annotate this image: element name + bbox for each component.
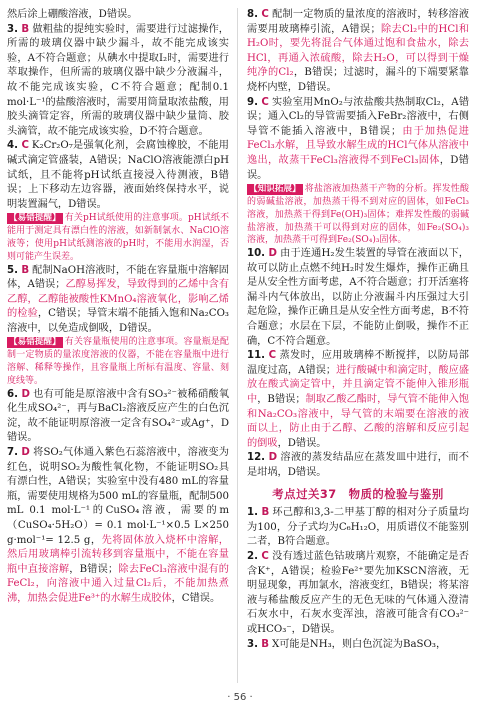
left-column (7, 8, 229, 607)
tip-box (247, 183, 469, 247)
answer-text (7, 8, 229, 23)
column-divider (237, 8, 238, 683)
answer-item (7, 388, 229, 446)
question-number: 3. (247, 638, 258, 650)
answer-letter: C (261, 550, 269, 562)
explanation-text: ，D错误。 (277, 437, 327, 449)
explanation-text: 也有可能是原溶液中含有SO₃²⁻被稀硝酸氧化生成SO₄²⁻，再与BaCl₂溶液反应产生的白色沉淀，故不能证明原溶液一定含有SO₄²⁻或Ag⁺，D错误。 (7, 388, 230, 444)
section-title: 考点过关37 物质的检验与鉴别 (272, 486, 444, 501)
explanation-text: X可能是NH₃，则白色沉淀为BaSO₃， (271, 638, 447, 650)
highlighted-text: 除去Cl₂中的HCl和H₂O时，要先将混合气体通过饱和食盐水，除去HCl，再通入浓硫酸，除去H₂O，可以得到干燥纯净的Cl₂ (247, 23, 470, 79)
question-number: 1. (247, 507, 258, 519)
explanation-text: 环己醇和3,3-二甲基丁醇的相对分子质量均为100，分子式均为C₆H₁₂O，用质谱仪不能鉴别二者，B符合题意。 (247, 507, 469, 548)
question-number: 9. (247, 96, 258, 108)
explanation-text: 然后涂上硼酸溶液，D错误。 (7, 9, 138, 20)
answer-letter: D (268, 248, 277, 260)
answer-item (247, 638, 469, 653)
tip-text: 将盐溶液加热蒸干产物的分析。挥发性酸的弱碱盐溶液，加热蒸干得不到对应的固体，如FeCl₃溶液，加热蒸干得到Fe(OH)₃固体；难挥发性酸的弱碱盐溶液，加热蒸干可以得到对应的固体，如Fe₂(SO₄)₃溶液，加热蒸干可得到Fe₂(SO₄)₃固体。 (247, 184, 469, 246)
answer-item (247, 506, 469, 550)
explanation-text: ，B错误； (69, 563, 119, 575)
question-number: 11. (247, 350, 266, 362)
question-number: 10. (247, 248, 266, 260)
tip-tag: 【易错提醒】 (9, 337, 61, 348)
explanation-text: 配制NaOH溶液时，不能在容量瓶中溶解固体，A错误； (7, 264, 229, 291)
explanation-text: 将SO₂气体通入紫色石蕊溶液中，溶液变为红色，说明SO₂为酸性氧化物，不能证明SO₂具有漂白性，A错误；实验室中没有480 mL的容量瓶，需要使用规格为500 mL的容量瓶，配制500 mL 0.1 mol·L⁻¹的CuSO₄溶液，需要的m（CuSO₄·5H₂O）= 0.1 mol·L⁻¹×0.5 L×250 g·mol⁻¹= 12.5 g， (7, 447, 229, 546)
answer-item (7, 139, 229, 212)
explanation-text: 实验室用MnO₂与浓盐酸共热制取Cl₂，A错误；通入Cl₂的导管需要插入FeBr₂溶液中，右侧导管不能插入溶液中，B错误； (247, 96, 470, 137)
question-number: 5. (7, 264, 18, 276)
tip-text: 有关容量瓶使用的注意事项。容量瓶是配制一定物质的量浓度溶液的仪器，不能在容量瓶中进行溶解、稀释等操作，且容量瓶上所标有温度、容量、刻度线等。 (7, 337, 229, 386)
question-number: 6. (7, 388, 18, 400)
explanation-text: 没有透过蓝色钴玻璃片观察，不能确定是否含K⁺，A错误；检验Fe²⁺要先加KSCN溶液，无明显现象，再加氯水，溶液变红，B错误；将某溶液与稀盐酸反应产生的无色无味的气体通入澄清石灰水中，石灰水变浑浊，溶液可能含有CO₃²⁻或HCO₃⁻，D错误。 (247, 550, 469, 635)
answer-letter: C (261, 9, 269, 20)
explanation-text: K₂Cr₂O₇是强氧化剂，会腐蚀橡胶，不能用碱式滴定管盛装，A错误；NaClO溶液能漂白pH试纸，且不能将pH试纸直接浸入待测液，B错误；上下移动左边容器，液面始终保持水平，说明装置漏气，D错误。 (7, 140, 229, 210)
tip-box (7, 212, 229, 263)
tip-tag: 【易错提醒】 (9, 213, 61, 224)
answer-letter: C (268, 350, 277, 362)
explanation-text: ，D错误。 (247, 154, 469, 181)
answer-letter: B (261, 507, 270, 519)
explanation-text: 由于连通H₂发生装置的导管在液面以下，故可以防止点燃不纯H₂时发生爆炸，操作正确且是从安全性方面考虑，A不符合题意；打开活塞将漏斗内气体放出，以防止分液漏斗内压强过大引起危险，操作正确且是从安全性方面考虑，B不符合题意；水层在下层，不能防止倒吸，操作不正确，C不符合题意。 (247, 248, 469, 347)
answer-letter: B (21, 264, 30, 276)
answer-item (247, 247, 469, 349)
tip-box (7, 336, 229, 387)
highlighted-text: 先将固体放入烧杯中溶解，然后用玻璃棒引流转移到容量瓶中，不能在容量瓶中直接溶解 (7, 534, 229, 575)
answer-letter: D (21, 447, 30, 459)
answer-item (247, 349, 469, 451)
highlighted-text: 由于加热促进FeCl₃水解，且导致水解生成的HCl气体从溶液中逸出，故蒸干FeCl₃溶液得不到FeCl₃固体 (247, 125, 469, 166)
highlighted-text: 制取乙酸乙酯时，导气管不能伸入饱和Na₂CO₃溶液中，导气管的末端要在溶液的液面以上，防止由于乙醇、乙酸的溶解和反应引起的倒吸 (247, 394, 469, 449)
tip-text: 有关pH试纸使用的注意事项。pH试纸不能用于测定具有漂白性的溶液，如新制氯水、NaClO溶液等；使用pH试纸测溶液的pH时，不能用水润湿，否则可能产生误差。 (7, 213, 229, 262)
answer-item (247, 550, 469, 638)
answer-letter: D (268, 452, 278, 464)
answer-letter: B (21, 23, 30, 35)
highlighted-text: 乙醇易挥发，导致得到的乙烯中含有乙醇，乙醇能被酸性KMnO₄溶液氧化，影响乙烯的检验 (7, 279, 230, 320)
question-number: 3. (7, 23, 18, 35)
answer-letter: C (21, 140, 29, 152)
question-number: 8. (247, 9, 258, 20)
question-number: 12. (247, 452, 266, 464)
answer-letter: C (261, 96, 269, 108)
question-number: 4. (7, 140, 18, 152)
question-number: 2. (247, 550, 258, 562)
answer-item (7, 23, 229, 140)
answer-item (247, 451, 469, 480)
explanation-text: 做粗盐的提纯实验时，需要进行过滤操作，所需的玻璃仪器中缺少漏斗，故不能完成该实验，A不符合题意；从碘水中提取I₂时，需要进行萃取操作，但所需的玻璃仪器中缺少分液漏斗，故不能完成该实验，C不符合题意；配制0.1 mol·L⁻¹的盐酸溶液时，需要用筒量取浓盐酸，用胶头滴管定容，所需的玻璃仪器中缺少量筒、胶头滴管，故不能完成该实验，D不符合题意。 (7, 23, 229, 137)
answer-letter: B (261, 638, 269, 650)
answer-item (247, 96, 469, 184)
question-number: 7. (7, 447, 18, 459)
page-number: · 56 · (227, 692, 253, 703)
explanation-text: ，B错误；过滤时，漏斗的下端要紧靠烧杯内壁，D错误。 (247, 67, 469, 93)
explanation-text: ，B错误； (257, 394, 306, 406)
explanation-text: ，C错误。 (171, 592, 221, 604)
answer-item (7, 264, 229, 337)
answer-letter: D (21, 388, 30, 400)
explanation-text: 蒸发时，应用玻璃棒不断搅拌，以防局部温度过高，A错误； (247, 350, 469, 376)
highlighted-text: 进行酸碱中和滴定时，酸应盛放在酸式滴定管中，并且滴定管不能伸入锥形瓶中 (247, 364, 469, 406)
explanation-text: ，C错误；导管末端不能插入饱和Na₂CO₃溶液中，以免造成倒吸，D错误。 (7, 308, 229, 334)
right-column (247, 8, 469, 652)
tip-tag: 【知识拓展】 (249, 184, 301, 195)
answer-item (247, 8, 469, 96)
highlighted-text: 除去FeCl₃溶液中混有的FeCl₂，向溶液中通入过量Cl₂后，不能加热煮沸，加热会促进Fe³⁺的水解生成胶体 (7, 563, 229, 604)
answer-item (7, 446, 229, 607)
explanation-text: 溶液的蒸发结晶应在蒸发皿中进行，而不是坩埚，D错误。 (247, 452, 469, 479)
explanation-text: 配制一定物质的量浓度的溶液时，转移溶液需要用玻璃棒引流，A错误； (247, 9, 469, 35)
